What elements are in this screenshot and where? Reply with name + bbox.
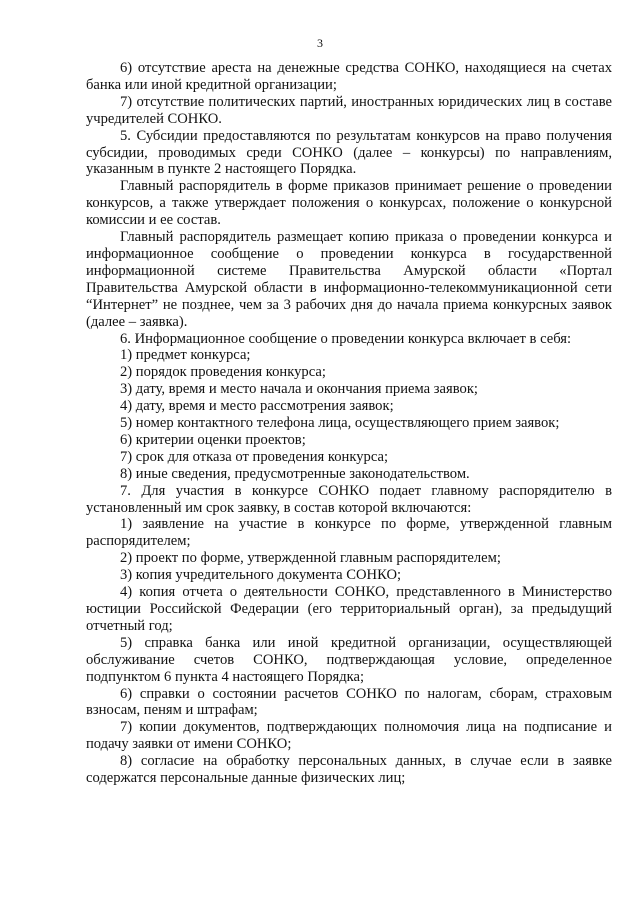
list-item: 6) справки о состоянии расчетов СОНКО по налогам, сборам, страховым взносам, пеням и штрафам; [86, 685, 612, 719]
list-item: 8) согласие на обработку персональных данных, в случае если в заявке содержатся персональные данные физических лиц; [86, 753, 612, 787]
paragraph: 5. Субсидии предоставляются по результатам конкурсов на право получения субсидии, проводимых среди СОНКО (далее – конкурсы) по направлениям, указанным в пункте 2 настоящего Порядка. [86, 127, 612, 178]
list-item: 4) копия отчета о деятельности СОНКО, представленного в Министерство юстиции Российской Федерации (его территориальный орган), за предыдущий отчетный год; [86, 584, 612, 634]
page-number: 3 [317, 36, 323, 50]
list-item: 3) дату, время и место начала и окончания приема заявок; [120, 381, 478, 398]
list-item: 2) порядок проведения конкурса; [120, 364, 326, 381]
list-item: 5) номер контактного телефона лица, осуществляющего прием заявок; [120, 415, 560, 432]
list-item: 2) проект по форме, утвержденной главным распорядителем; [120, 550, 501, 567]
paragraph: 7) отсутствие политических партий, иностранных юридических лиц в составе учредителей СОНКО. [86, 93, 612, 127]
paragraph: 7. Для участия в конкурсе СОНКО подает главному распорядителю в установленный им срок заявку, в состав которой включаются: [86, 482, 612, 516]
list-item: 6) критерии оценки проектов; [120, 431, 306, 448]
paragraph: 6. Информационное сообщение о проведении конкурса включает в себя: [120, 330, 572, 347]
list-item: 5) справка банка или иной кредитной организации, осуществляющей обслуживание счетов СОНКО, подтверждающая условие, определенное подпунктом 6 пункта 4 настоящего Порядка; [86, 634, 612, 685]
list-item: 3) копия учредительного документа СОНКО; [120, 567, 402, 584]
list-item: 7) срок для отказа от проведения конкурса; [120, 448, 389, 465]
list-item: 1) заявление на участие в конкурсе по форме, утвержденной главным распорядителем; [86, 516, 612, 550]
list-item: 4) дату, время и место рассмотрения заявок; [120, 398, 394, 415]
paragraph: Главный распорядитель размещает копию приказа о проведении конкурса и информационное сообщение о проведении конкурса в государственной информационной системе Правительства Амурской области «Портал Правительства Амурской области в информационно-телекоммуникационной сети “Интернет” не позднее, чем за 3 рабочих дня до начала приема конкурсных заявок (далее – заявка). [86, 229, 612, 330]
document-body [86, 60, 612, 787]
list-item: 7) копии документов, подтверждающих полномочия лица на подписание и подачу заявки от имени СОНКО; [86, 719, 612, 753]
list-item: 8) иные сведения, предусмотренные законодательством. [120, 465, 470, 482]
paragraph: Главный распорядитель в форме приказов принимает решение о проведении конкурсов, а также утверждает положения о конкурсах, положение о конкурсной комиссии и ее состав. [86, 178, 612, 229]
paragraph: 6) отсутствие ареста на денежные средства СОНКО, находящиеся на счетах банка или иной кредитной организации; [86, 60, 612, 93]
list-item: 1) предмет конкурса; [120, 347, 251, 364]
